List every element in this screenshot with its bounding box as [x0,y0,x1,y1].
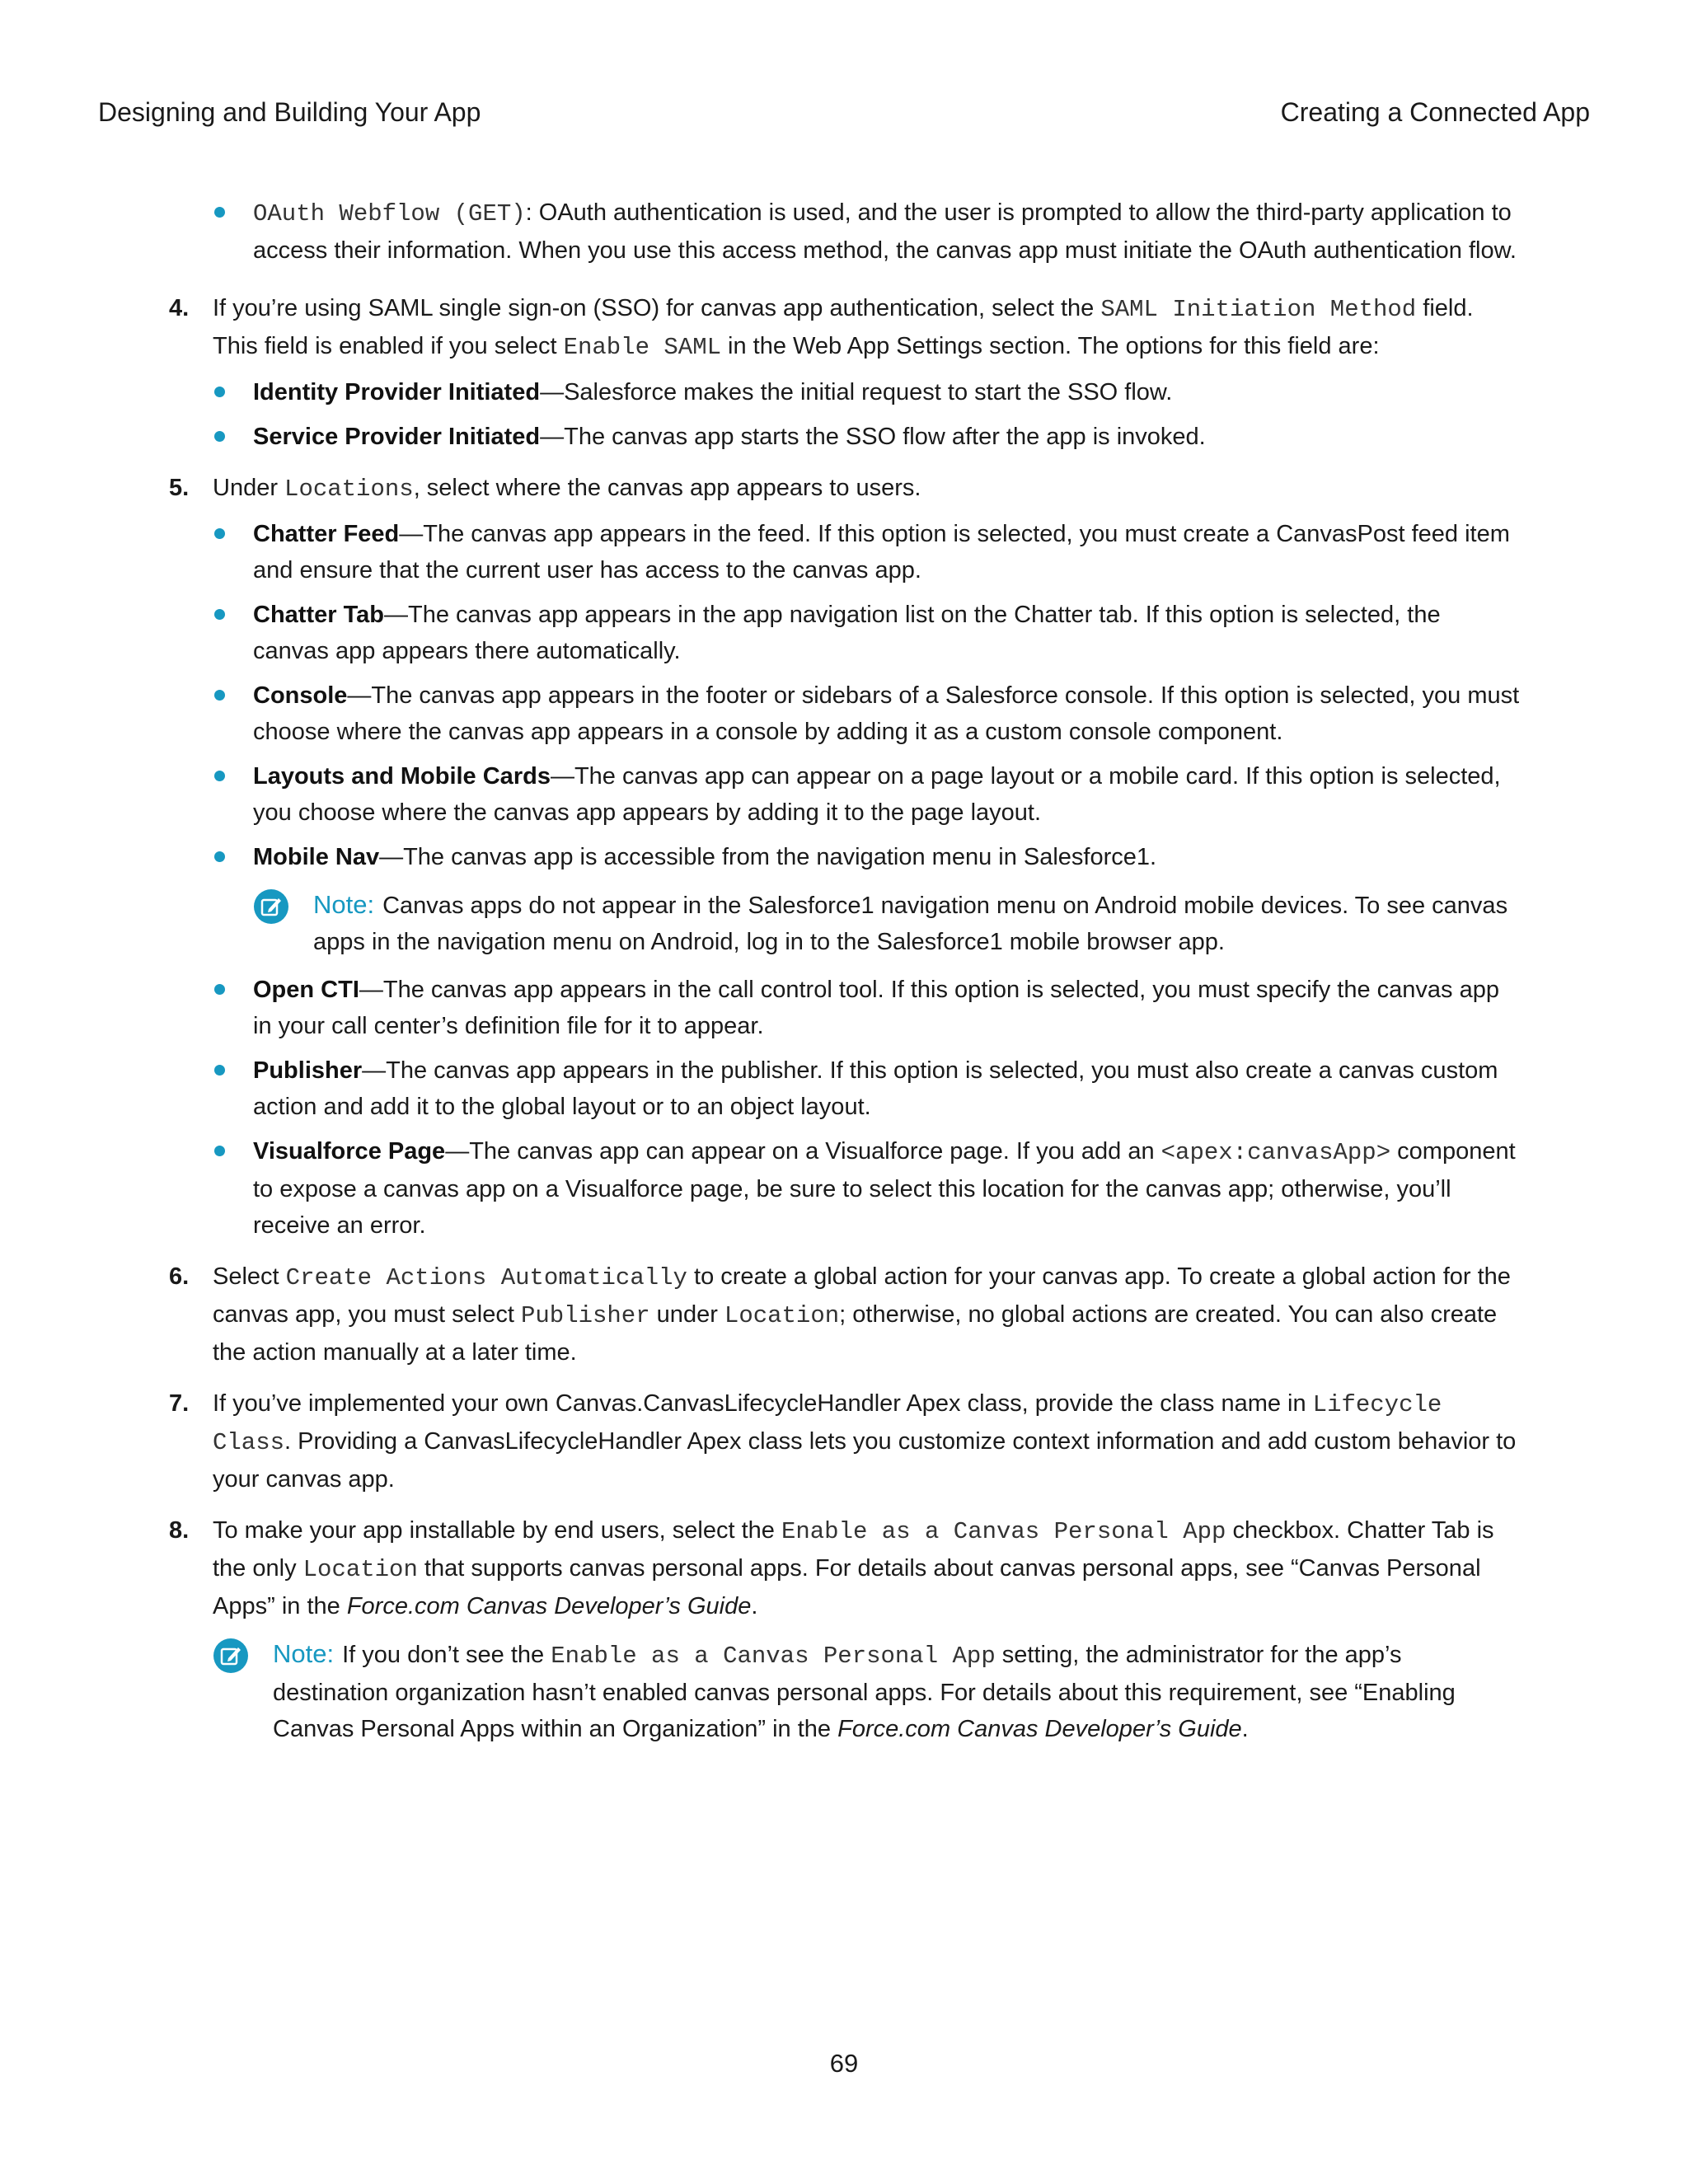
header-chapter-title: Designing and Building Your App [98,97,481,127]
bullet-dot [214,851,225,862]
list-item [169,419,1521,455]
note-edit-icon [253,888,289,925]
code-term: Enable as a Canvas Personal App [781,1518,1226,1545]
location-text: component to expose a canvas app on a Visualforce page, be sure to select this location for the canvas app; otherwise, you’ll receive an error. [253,1138,1516,1239]
step-number: 6. [169,1263,190,1290]
page-header [98,97,1590,134]
bullet-dot [214,207,225,218]
list-item [169,516,1521,588]
note-edit-icon [213,1638,249,1674]
bullet-dot [214,984,225,995]
step-number: 4. [169,295,190,321]
note-text: . [1241,1716,1249,1742]
step-text: Under [213,475,285,501]
step-5 [169,470,1521,508]
note-text: If you don’t see the [342,1642,551,1668]
bullet-dot [214,771,225,781]
code-term: Locations [284,476,414,503]
step-number: 8. [169,1517,190,1544]
location-name: Console [253,682,348,709]
code-term: OAuth Webflow (GET) [253,200,526,227]
location-name: Layouts and Mobile Cards [253,763,551,790]
code-term: Location [302,1556,418,1583]
note-text: setting, the administrator for the app’s destination organization hasn’t enabled canvas personal apps. For details about this requirement, see “Enabling Canvas Personal Apps within an Organization” in the [273,1642,1456,1742]
list-item [169,374,1521,410]
list-item [169,839,1521,875]
option-name: Identity Provider Initiated [253,379,541,405]
location-name: Chatter Tab [253,602,384,628]
note-label: Note: [313,890,375,919]
location-name: Open CTI [253,977,359,1003]
option-text: —Salesforce makes the initial request to start the SSO flow. [540,379,1173,405]
locations-list [169,516,1521,1244]
location-text: —The canvas app appears in the feed. If this option is selected, you must create a CanvasPost feed item and ensure that the current user has access to the canvas app. [253,521,1510,583]
note-text: Canvas apps do not appear in the Salesforce1 navigation menu on Android mobile devices. To see canvas apps in the navigation menu on Android, log in to the Salesforce1 mobile browser app. [313,893,1508,955]
location-text: —The canvas app appears in the footer or sidebars of a Salesforce console. If this option is selected, you must choose where the canvas app appears in a console by adding it as a custom console component. [253,682,1520,745]
bullet-dot [214,387,225,397]
location-name: Publisher [253,1057,363,1084]
location-name: Chatter Feed [253,521,400,547]
location-text: —The canvas app is accessible from the navigation menu in Salesforce1. [379,844,1157,870]
step-text: Select [213,1263,286,1290]
step-text: field. This field is enabled if you select [213,295,1474,359]
list-item [169,597,1521,669]
location-text: —The canvas app appears in the app navigation list on the Chatter tab. If this option is selected, the canvas app appears there automatically. [253,602,1441,664]
page-content [169,194,1521,1759]
step-6 [169,1258,1521,1371]
location-text: —The canvas app can appear on a Visualforce page. If you add an [445,1138,1161,1165]
list-item [169,194,1521,269]
step-7 [169,1385,1521,1497]
bullet-dot [214,690,225,701]
code-term: Create Actions Automatically [285,1264,687,1291]
option-text: —The canvas app starts the SSO flow after the app is invoked. [540,424,1206,450]
location-text: —The canvas app appears in the call control tool. If this option is selected, you must specify the canvas app in your call center’s definition file for it to appear. [253,977,1499,1039]
list-item [169,758,1521,831]
note-label: Note: [273,1639,335,1668]
step-text: checkbox. Chatter Tab is the only [213,1517,1494,1582]
step-text: ; otherwise, no global actions are created. You can also create the action manually at a later time. [213,1301,1498,1366]
saml-options-list [169,374,1521,455]
note-callout [253,887,1521,960]
step-text: , select where the canvas app appears to users. [413,475,921,501]
bullet-dot [214,609,225,620]
code-term: Lifecycle Class [213,1391,1442,1456]
guide-title: Force.com Canvas Developer’s Guide [346,1593,752,1619]
step-number: 5. [169,475,190,501]
list-item [169,972,1521,1044]
step-text: To make your app installable by end users, select the [213,1517,781,1544]
list-item [169,1133,1521,1244]
list-item [169,677,1521,750]
step-8 [169,1512,1521,1624]
step-text: that supports canvas personal apps. For details about canvas personal apps, see “Canvas Personal Apps” in the [213,1555,1481,1619]
step-text: If you’ve implemented your own Canvas.CanvasLifecycleHandler Apex class, provide the class name in [213,1390,1313,1417]
bullet-dot [214,1146,225,1156]
list-item [169,1052,1521,1125]
code-term: Publisher [520,1302,650,1329]
code-term: Location [724,1302,840,1329]
bullet-dot [214,1065,225,1076]
step-number: 7. [169,1390,190,1417]
step-text: . [751,1593,758,1619]
step-text: to create a global action for your canvas app. To create a global action for the canvas app, you must select [213,1263,1511,1328]
bullet-dot [214,528,225,539]
location-text: —The canvas app can appear on a page layout or a mobile card. If this option is selected, you choose where the canvas app appears by adding it to the page layout. [253,763,1501,826]
step-text: under [649,1301,724,1328]
bullet-dot [214,431,225,442]
note-callout [213,1636,1521,1747]
location-text: —The canvas app appears in the publisher. If this option is selected, you must also create a canvas custom action and add it to the global layout or to an object layout. [253,1057,1498,1120]
step-text: If you’re using SAML single sign-on (SSO) for canvas app authentication, select the [213,295,1101,321]
location-name: Visualforce Page [253,1138,446,1165]
location-name: Mobile Nav [253,844,380,870]
code-term: Enable SAML [563,334,721,361]
header-section-title: Creating a Connected App [1280,97,1590,127]
option-name: Service Provider Initiated [253,424,541,450]
list-item-text: : OAuth authentication is used, and the user is prompted to allow the third-party application to access their information. When you use this access method, the canvas app must initiate the OAuth authentication flow. [253,199,1517,264]
page-number: 69 [829,2049,859,2078]
step-4 [169,290,1521,366]
code-term: SAML Initiation Method [1100,296,1417,323]
step-text: in the Web App Settings section. The options for this field are: [721,333,1380,359]
code-term: Enable as a Canvas Personal App [551,1643,996,1670]
step-text: . Providing a CanvasLifecycleHandler Apex class lets you customize context information and add custom behavior to your canvas app. [213,1428,1517,1493]
code-term: <apex:canvasApp> [1160,1139,1391,1166]
guide-title: Force.com Canvas Developer’s Guide [837,1716,1242,1742]
